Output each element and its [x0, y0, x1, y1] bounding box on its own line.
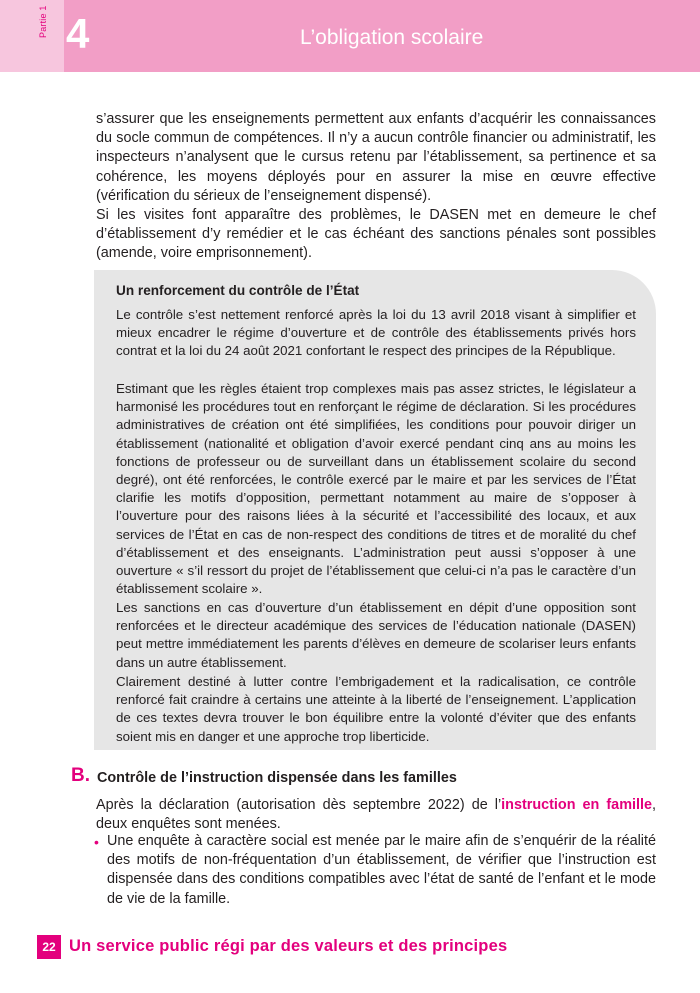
box-paragraph-4: Clairement destiné à lutter contre l’embrigadement et la radicalisation, ce contrôle renforcé fait craindre à certains une atteinte à la liberté de l’enseignement. L’application de ces textes devra trouver le bon équilibre entre la volonté d’éviter que des enfants soient mis en danger et une approche trop liberticide.: [116, 674, 636, 744]
sidebar-box: [94, 270, 656, 750]
intro-paragraph-2: Si les visites font apparaître des problèmes, le DASEN met en demeure le chef d’établissement d’y remédier et le cas échéant des sanctions pénales sont possibles (amende, voire emprisonnement).: [96, 207, 656, 262]
section-letter: B.: [71, 765, 90, 786]
part-label: Partie 1: [38, 5, 48, 38]
box-paragraph-3: Les sanctions en cas d’ouverture d’un établissement en dépit d’une opposition sont renforcées et le directeur académique des services de l’éducation nationale (DASEN) peut mettre immédiatement les parents d’élèves en demeure de scolariser leurs enfants dans un autre établissement.: [116, 600, 636, 670]
section-title: Contrôle de l’instruction dispensée dans les familles: [97, 770, 457, 786]
section-paragraph: [96, 796, 656, 834]
page-number: 22: [37, 935, 61, 959]
section-text-before: Après la déclaration (autorisation dès septembre 2022) de l’: [96, 797, 502, 813]
bullet-item: Une enquête à caractère social est menée par le maire afin de s’enquérir de la réalité des motifs de non-fréquentation d’un établissement, de vérifier que l’instruction est dispensée dans des conditions compatibles avec l’état de santé de l’enfant et le mode de vie de la famille.: [107, 833, 656, 907]
chapter-title: L’obligation scolaire: [300, 26, 484, 49]
box-paragraph-1: Le contrôle s’est nettement renforcé après la loi du 13 avril 2018 visant à simplifier et mieux encadrer le régime d’ouverture et de contrôle des établissements privés hors contrat et la loi du 24 août 2021 confortant le respect des principes de la République.: [116, 307, 636, 359]
footer-title: Un service public régi par des valeurs et des principes: [69, 937, 508, 955]
highlight-term: instruction en famille: [501, 797, 652, 813]
chapter-number: 4: [66, 10, 90, 57]
part-tab: [0, 0, 64, 72]
intro-paragraph-1: s’assurer que les enseignements permettent aux enfants d’acquérir les connaissances du socle commun de compétences. Il n’y a aucun contrôle financier ou administratif, les inspecteurs n’analysent que le cursus retenu par l’établissement, sa pertinence et sa cohérence, les moyens déployés pour en assurer la mise en œuvre effective (vérification du sérieux de l’enseignement dispensé).: [96, 111, 656, 204]
bullet-icon: •: [94, 834, 99, 850]
box-paragraph-2: Estimant que les règles étaient trop complexes mais pas assez strictes, le législateur a harmonisé les procédures tout en renforçant le régime de déclaration. Si les procédures administratives de création ont été simplifiées, les conditions pour pouvoir diriger un établissement (nationalité et obligation d’avoir exercé pendant cinq ans au moins les fonctions de professeur ou de surveillant dans un établissement scolaire du second degré), ont été renforcées, le contrôle exercé par le maire et par les services de l’État clarifie les motifs d’opposition, permettant notamment au maire de s’opposer à l’ouverture pour des raisons liées à la sécurité et l’accessibilité des locaux, et aux services de l’État en cas de non-respect des conditions de titres et de moralité du chef d’établissement et des enseignants. L’administration peut aussi s’opposer à une ouverture « s’il ressort du projet de l’établissement que celui-ci n’a pas le caractère d’un établissement scolaire ».: [116, 381, 636, 597]
page-header: [0, 0, 700, 72]
box-title: Un renforcement du contrôle de l’État: [116, 283, 360, 298]
section-text-after: , deux enquêtes sont menées.: [96, 797, 656, 833]
